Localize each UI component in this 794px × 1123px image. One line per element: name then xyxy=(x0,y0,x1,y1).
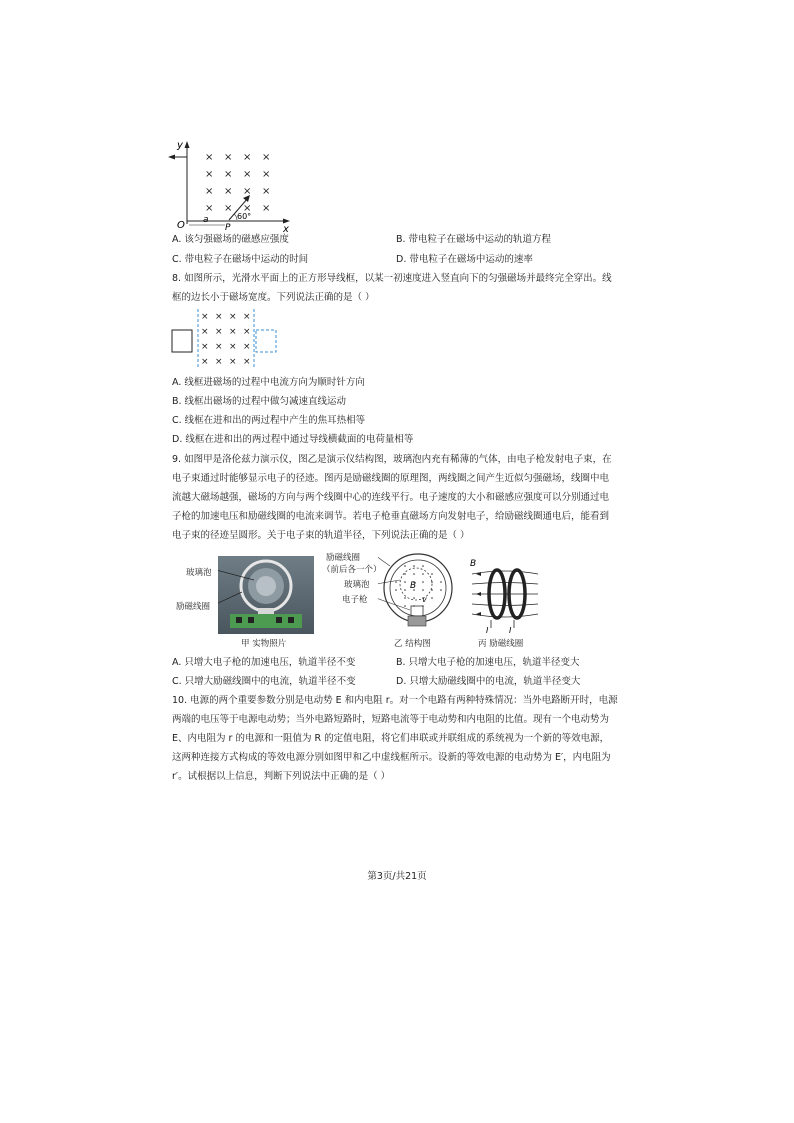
field-dot xyxy=(395,589,397,591)
q8-option-d: D. 线框在进和出的两过程中通过导线横截面的电荷量相等 xyxy=(172,434,414,445)
field-dot xyxy=(440,589,442,591)
field-dot xyxy=(413,573,415,575)
field-x-mark: × xyxy=(224,169,233,180)
photo-label-bulb: 玻璃泡 xyxy=(186,568,212,578)
field-x-mark: × xyxy=(243,312,251,322)
field-x-mark: × xyxy=(229,312,237,322)
field-dot xyxy=(422,581,424,583)
field-dot xyxy=(404,589,406,591)
q7-option-d: D. 带电粒子在磁场中运动的速率 xyxy=(396,254,533,265)
q9-stem-line: 流越大磁场越强，磁场的方向与两个线圈中心的连线平行。电子速度的大小和磁感应强度可以分别通过电 xyxy=(172,492,610,503)
field-x-mark: × xyxy=(205,186,214,197)
field-dot xyxy=(413,597,415,599)
field-x-mark: × xyxy=(201,342,209,352)
q10-stem-line: 两端的电压等于电源电动势；当外电路短路时，短路电流等于电动势和内电阻的比值。现有一个电动势为 xyxy=(172,714,610,725)
q8-option-b: B. 线框出磁场的过程中做匀减速直线运动 xyxy=(172,396,347,407)
field-x-mark: × xyxy=(243,342,251,352)
field-dot xyxy=(422,573,424,575)
q9-option-a: A. 只增大电子枪的加速电压，轨道半径不变 xyxy=(172,657,356,668)
q7-option-a: A. 该匀强磁场的磁感应强度 xyxy=(172,234,289,245)
q9-stem xyxy=(172,450,612,545)
coil-i2-label: I xyxy=(509,626,512,634)
field-x-mark: × xyxy=(262,152,271,163)
field-dot xyxy=(431,573,433,575)
field-x-mark: × xyxy=(215,312,223,322)
coil-b-label: B xyxy=(470,559,477,569)
field-x-mark: × xyxy=(262,186,271,197)
field-x-mark: × xyxy=(224,203,233,214)
field-dot xyxy=(413,565,415,567)
q9-option-d: D. 只增大励磁线圈中的电流，轨道半径变大 xyxy=(396,676,581,687)
q10-stem-line: 这两种连接方式构成的等效电源分别如图甲和乙中虚线框所示。设新的等效电源的电动势为 E′，内电阻为 xyxy=(172,752,611,763)
field-x-mark: × xyxy=(243,203,252,214)
axis-x-label: x xyxy=(283,224,289,232)
field-x-mark: × xyxy=(205,203,214,214)
field-x-mark: × xyxy=(262,169,271,180)
origin-label: O xyxy=(177,220,185,231)
q8-option-a: A. 线框进磁场的过程中电流方向为顺时针方向 xyxy=(172,377,365,388)
field-dot xyxy=(404,573,406,575)
field-x-mark: × xyxy=(229,342,237,352)
q9-option-c: C. 只增大励磁线圈中的电流，轨道半径不变 xyxy=(172,676,356,687)
field-dot xyxy=(395,581,397,583)
q7-option-b: B. 带电粒子在磁场中运动的轨道方程 xyxy=(396,234,552,245)
point-p-label: P xyxy=(225,223,231,232)
field-dot xyxy=(404,565,406,567)
field-x-mark: × xyxy=(224,186,233,197)
page-number: 第3页/共21页 xyxy=(367,871,427,882)
field-x-mark: × xyxy=(243,186,252,197)
field-x-mark: × xyxy=(243,152,252,163)
q8-stem-line1: 8. 如图所示，光滑水平面上的正方形导线框，以某一初速度进入竖直向下的匀强磁场并最终完全穿出。线 xyxy=(172,273,612,284)
caption-photo: 甲 实物照片 xyxy=(241,639,287,649)
field-x-mark: × xyxy=(243,169,252,180)
field-x-mark: × xyxy=(201,357,209,367)
field-x-mark: × xyxy=(205,152,214,163)
apparatus-photo xyxy=(218,556,314,634)
struct-label-coil-note: （前后各一个） xyxy=(322,565,382,575)
field-dot xyxy=(422,565,424,567)
field-dot xyxy=(440,581,442,583)
magnetic-field-figure xyxy=(165,140,295,232)
field-x-marks xyxy=(205,152,270,214)
struct-label-coil: 励磁线圈 xyxy=(326,553,361,563)
field-dot xyxy=(431,597,433,599)
field-x-mark: × xyxy=(262,203,271,214)
q10-stem-line: 10. 电源的两个重要参数分别是电动势 E 和内电阻 r。对一个电路有两种特殊情况：当外电路断开时，电源 xyxy=(172,695,618,706)
q9-stem-line: 子枪的加速电压和励磁线圈的电流来调节。若电子枪垂直磁场方向发射电子，给励磁线圈通电后，能看到 xyxy=(172,511,610,522)
field-x-mark: × xyxy=(215,327,223,337)
q10-stem xyxy=(172,691,618,786)
caption-structure: 乙 结构图 xyxy=(394,639,431,649)
field-dot xyxy=(431,581,433,583)
q10-stem-line: E、内电阻为 r 的电源和一阻值为 R 的定值电阻，将它们串联或并联组成的系统视为一个新的等效电源， xyxy=(172,733,610,744)
struct-b-label: B xyxy=(410,581,417,591)
length-a-label: a xyxy=(203,215,209,225)
field-x-marks-q8 xyxy=(201,312,251,367)
field-dot xyxy=(404,581,406,583)
helmholtz-coils-diagram xyxy=(464,556,544,634)
field-x-mark: × xyxy=(229,327,237,337)
q7-option-c: C. 带电粒子在磁场中运动的时间 xyxy=(172,254,309,265)
q8-option-c: C. 线框在进和出的两过程中产生的焦耳热相等 xyxy=(172,415,366,426)
field-x-mark: × xyxy=(243,357,251,367)
field-dot xyxy=(404,597,406,599)
field-dot xyxy=(404,605,406,607)
square-frame-figure xyxy=(170,307,282,369)
q9-stem-line: 9. 如图甲是洛伦兹力演示仪，图乙是演示仪结构图，玻璃泡内充有稀薄的气体，由电子枪发射电子束，在 xyxy=(172,454,612,465)
field-x-mark: × xyxy=(229,357,237,367)
field-dots xyxy=(395,565,442,607)
field-x-mark: × xyxy=(215,357,223,367)
struct-label-bulb: 玻璃泡 xyxy=(344,580,370,590)
field-x-mark: × xyxy=(215,342,223,352)
field-dot xyxy=(422,589,424,591)
q8-stem-line2: 框的边长小于磁场宽度。下列说法正确的是（ ） xyxy=(172,292,375,303)
struct-label-gun: 电子枪 xyxy=(342,595,368,605)
q9-option-b: B. 只增大电子枪的加速电压，轨道半径变大 xyxy=(396,657,580,668)
structure-diagram xyxy=(378,550,460,632)
field-dot xyxy=(431,589,433,591)
field-x-mark: × xyxy=(243,327,251,337)
q9-stem-line: 电子束的径迹呈圆形。关于电子束的轨道半径，下列说法正确的是（ ） xyxy=(172,530,470,541)
field-x-mark: × xyxy=(201,312,209,322)
photo-label-coil: 励磁线圈 xyxy=(176,602,211,612)
caption-coils: 丙 励磁线圈 xyxy=(478,639,524,649)
field-x-mark: × xyxy=(201,327,209,337)
struct-v-label: v xyxy=(422,595,427,604)
field-x-mark: × xyxy=(205,169,214,180)
coil-i1-label: I xyxy=(486,626,489,634)
angle-label: 60° xyxy=(237,212,252,221)
q9-stem-line: 电子束通过时能够显示电子的径迹。图丙是励磁线圈的原理图，两线圈之间产生近似匀强磁场，线圈中电 xyxy=(172,473,610,484)
axis-y-label: y xyxy=(177,140,183,151)
field-x-mark: × xyxy=(224,152,233,163)
q10-stem-line: r′。试根据以上信息，判断下列说法中正确的是（ ） xyxy=(172,771,391,782)
